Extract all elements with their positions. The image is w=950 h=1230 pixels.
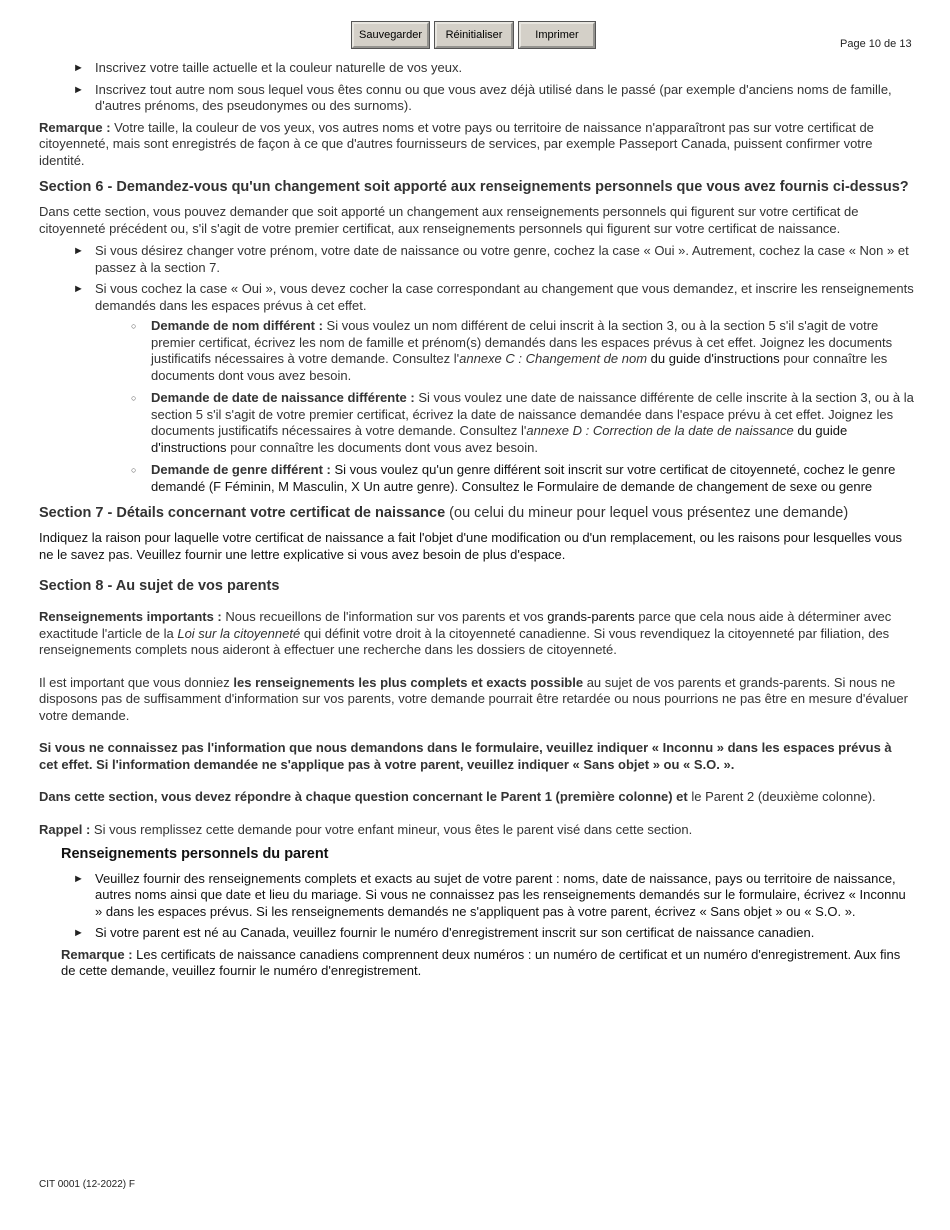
list-item: ► Si votre parent est né au Canada, veuillez fournir le numéro d'enregistrement inscrit sur son certificat de naissance canadien.: [39, 925, 914, 942]
unknown-info: Si vous ne connaissez pas l'information que nous demandons dans le formulaire, veuillez indiquer « Inconnu » dans les espaces prévus à cet effet. Si l'information demandée ne s'applique pas à votre parent, veuillez indiquer « Sans objet » ou « S.O. ».: [39, 740, 892, 772]
parent-info-bullets: [39, 871, 914, 942]
complete-info: Il est important que vous donniez les renseignements les plus complets et exacts possible au sujet de vos parents et grands-parents. Si nous ne disposons pas de suffisamment d'information sur vos parents, votre demande pourrait être retardée ou nous pourrions ne pas être en mesure d'évaluer votre demande.: [39, 674, 908, 723]
page-number: Page 10 de 13: [840, 38, 912, 50]
important-info: Renseignements importants : Nous recueillons de l'information sur vos parents et vos grands-parents parce que cela nous aide à déterminer avec exactitude l'article de la Loi sur la citoyenneté qui définit votre droit à la citoyenneté canadienne. Si vous revendiquez la citoyenneté par filiation, des renseignements complets nous aideront à effectuer une recherche dans les dossiers de citoyenneté.: [39, 609, 892, 657]
section-7-text: Indiquez la raison pour laquelle votre certificat de naissance a fait l'objet d'une modification ou d'un remplacement, ou les raisons pour lesquelles vous ne le savez pas. Veuillez fournir une lettre explicative si vous avez besoin de plus d'espace.: [39, 530, 903, 562]
list-item: ► Inscrivez tout autre nom sous lequel vous êtes connu ou que vous avez déjà utilisé dans le passé (par exemple d'anciens noms de famille, d'autres prénoms, des pseudonymes ou des surnoms).: [39, 82, 914, 115]
save-button[interactable]: Sauvegarder: [352, 22, 429, 48]
remark-identity: Remarque : Votre taille, la couleur de vos yeux, vos autres noms et votre pays ou territoire de naissance n'apparaîtront pas sur votre certificat de citoyenneté, mais sont enregistrés de façon à ce que d'autres fournisseurs de services, par exemple Passeport Canada, puissent confirmer votre identité.: [39, 119, 874, 168]
list-item: ► Si vous désirez changer votre prénom, votre date de naissance ou votre genre, cochez la case « Oui ». Autrement, cochez la case « Non » et passez à la section 7.: [39, 243, 914, 276]
section-8-heading: Section 8 - Au sujet de vos parents: [39, 578, 280, 594]
reset-button[interactable]: Réinitialiser: [435, 22, 513, 48]
section-6-intro: Dans cette section, vous pouvez demander que soit apporté un changement aux renseignements personnels qui figurent sur votre certificat de citoyenneté précédent ou, s'il s'agit de votre premier certificat, aux renseignements personnels qui figurent sur votre certificat de naissance.: [39, 204, 859, 236]
dob-change-item: ○ Demande de date de naissance différente : Si vous voulez une date de naissance différente de celle inscrite à la section 3, ou à la section 5 s'il s'agit de votre premier certificat, écrivez la date de naissance demandée dans l'espace prévu à cet effet. Joignez les documents justificatifs nécessaires à votre demande. Consultez l'annexe D : Correction de la date de naissance du guide d'instructions pour connaître les documents dont vous avez besoin.: [39, 390, 914, 456]
reminder: Rappel : Si vous remplissez cette demande pour votre enfant mineur, vous êtes le parent visé dans cette section.: [39, 821, 693, 837]
page-content: [39, 60, 914, 986]
name-change-item: ○ Demande de nom différent : Si vous voulez un nom différent de celui inscrit à la section 3, ou à la section 5 s'il s'agit de votre premier certificat, écrivez les nom de famille et prénom(s) demandés dans les espaces prévus à cet effet. Joignez les documents justificatifs nécessaires à votre demande. Consultez l'annexe C : Changement de nom du guide d'instructions pour connaître les documents dont vous avez besoin.: [39, 318, 914, 384]
section-7-heading: Section 7 - Détails concernant votre certificat de naissance (ou celui du mineur pour lequel vous présentez une demande): [39, 505, 849, 521]
parent-info-block: [39, 846, 914, 863]
section-6-bullets: [39, 243, 914, 495]
columns-info: Dans cette section, vous devez répondre à chaque question concernant le Parent 1 (première colonne) et le Parent 2 (deuxième colonne).: [39, 789, 876, 804]
change-request-list: [95, 318, 914, 495]
identity-bullets: [39, 60, 914, 115]
print-button[interactable]: Imprimer: [519, 22, 595, 48]
list-item: ► Veuillez fournir des renseignements complets et exacts au sujet de votre parent : noms, date de naissance, pays ou territoire de naissance, autres noms ainsi que date et lieu du mariage. Si vous ne connaissez pas les renseignements demandés sur le formulaire, écrivez « Inconnu » dans les espaces prévus. Si les renseignements demandés ne s'appliquent pas à votre parent, écrivez « Sans objet » ou « S.O. ».: [39, 871, 914, 921]
list-item: ► Si vous cochez la case « Oui », vous devez cocher la case correspondant au changement que vous demandez, et inscrire les renseignements demandés dans les espaces prévus à cet effet. ○ Demande de nom différent : Si vous voulez un nom différent de celui inscrit à la section 3, ou à la section 5 s'il s'agit de votre premier certificat, écrivez les nom de famille et prénom(s) demandés dans les espaces prévus à cet effet. Joignez les documents justificatifs nécessaires à votre demande. Consultez l'annexe C : Changement de nom du guide d'instructions pour connaître les documents dont vous avez besoin. ○ Demande de date de naissance différente : Si vous voulez une date de naissance différente de celle inscrite à la section 3, ou à la section 5 s'il s'agit de votre premier certificat, écrivez la date de naissance demandée dans l'espace prévu à cet effet. Joignez les documents justificatifs nécessaires à votre demande. Consultez l'annexe D : Correction de la date de naissance du guide d'instructions pour connaître les documents dont vous avez besoin. ○ Demande de genre différent : Si vous voulez qu'un genre différent soit inscrit sur votre certificat de citoyenneté, cochez le genre demandé (F Féminin, M Masculin, X Un autre genre). Consultez le Formulaire de demande de changement de sexe ou genre: [39, 281, 914, 495]
list-item: ► Inscrivez votre taille actuelle et la couleur naturelle de vos yeux.: [39, 60, 914, 77]
form-toolbar: [352, 22, 595, 48]
section-6-heading: Section 6 - Demandez-vous qu'un changement soit apporté aux renseignements personnels que vous avez fournis ci-dessus?: [39, 179, 909, 195]
remark-registration: Remarque : Les certificats de naissance canadiens comprennent deux numéros : un numéro de certificat et un numéro d'enregistrement. Aux fins de cette demande, veuillez fournir le numéro d'enregistrement.: [61, 946, 901, 978]
parent-info-heading: Renseignements personnels du parent: [61, 846, 329, 862]
gender-change-item: ○ Demande de genre différent : Si vous voulez qu'un genre différent soit inscrit sur votre certificat de citoyenneté, cochez le genre demandé (F Féminin, M Masculin, X Un autre genre). Consultez le Formulaire de demande de changement de sexe ou genre: [39, 462, 914, 495]
form-code: CIT 0001 (12-2022) F: [39, 1179, 135, 1190]
